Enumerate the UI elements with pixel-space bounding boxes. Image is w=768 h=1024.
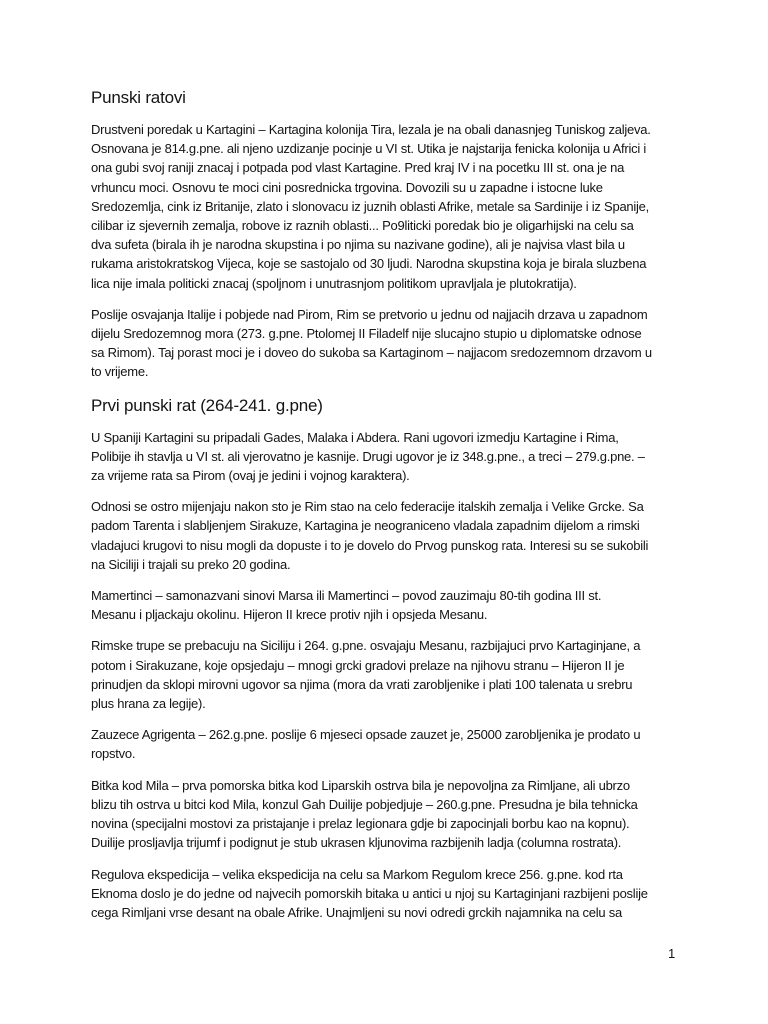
paragraph [91, 497, 711, 574]
paragraph-line: novina (specijalni mostovi za pristajanje i prelaz legionara gdje bi zapocinjali borbu kao na kopnu). [91, 816, 630, 832]
document-body [91, 120, 711, 922]
paragraph [91, 428, 711, 486]
document-page [91, 86, 711, 934]
paragraph-line: vrhuncu moci. Osnovu te moci cini posrednicka trgovina. Dovozili su u zapadne i istocne luke [91, 179, 603, 195]
paragraph-line: Regulova ekspedicija – velika ekspedicija na celu sa Markom Regulom krece 256. g.pne. kod rta [91, 866, 623, 882]
paragraph-line: Duilije prosljavlja trijumf i podignut je stub ukrasen kljunovima razbijenih ladja (columna rostrata). [91, 835, 622, 851]
paragraph-line: Sredozemlja, cink iz Britanije, zlato i slonovacu iz juznih oblasti Afrike, metale sa Sardinije i iz Spanije, [91, 198, 650, 214]
page-number: 1 [668, 946, 676, 961]
paragraph-line: potom i Sirakuzane, koje opsjedaju – mnogi grcki gradovi prelaze na njihovu stranu – Hijeron II je [91, 657, 625, 673]
paragraph-line: Mamertinci – samonazvani sinovi Marsa ili Mamertinci – povod zauzimaju 80-tih godina III st. [91, 588, 602, 604]
paragraph-line: sa Rimom). Taj porast moci je i doveo do sukoba sa Kartaginom – najjacom sredozemnom drzavom u [91, 345, 652, 361]
paragraph-line: plus hrana za legije). [91, 696, 206, 712]
paragraph [91, 120, 711, 293]
paragraph-line: to vrijeme. [91, 364, 149, 380]
paragraph-line: prinudjen da sklopi mirovni ugovor sa njima (mora da vrati zarobljenike i plati 100 talenata u srebru [91, 676, 633, 692]
paragraph [91, 725, 711, 763]
section-heading: Prvi punski rat (264-241. g.pne) [91, 395, 323, 415]
paragraph [91, 776, 711, 853]
paragraph-line: padom Tarenta i slabljenjem Sirakuze, Kartagina je neograniceno vladala zapadnim dijelom a rimski [91, 518, 640, 534]
paragraph [91, 636, 711, 713]
paragraph-line: Odnosi se ostro mijenjaju nakon sto je Rim stao na celo federacije italskih zemalja i Velike Grcke. Sa [91, 499, 644, 515]
paragraph [91, 586, 711, 624]
paragraph-line: Bitka kod Mila – prva pomorska bitka kod Liparskih ostrva bila je nepovoljna za Rimljane, ali ubrzo [91, 777, 630, 793]
paragraph [91, 305, 711, 382]
paragraph-line: ropstvo. [91, 746, 136, 762]
paragraph-line: Rimske trupe se prebacuju na Siciliju i 264. g.pne. osvajaju Mesanu, razbijajuci prvo Kartaginjane, a [91, 638, 641, 654]
paragraph-line: U Spaniji Kartagini su pripadali Gades, Malaka i Abdera. Rani ugovori izmedju Kartagine i Rima, [91, 429, 619, 445]
paragraph-line: Eknoma doslo je do jedne od najvecih pomorskih bitaka u antici u njoj su Kartaginjani razbijeni poslije [91, 885, 648, 901]
paragraph [91, 865, 711, 923]
document-title: Punski ratovi [91, 88, 186, 107]
paragraph-line: vladajuci krugovi to nisu mogli da dopuste i to je dovelo do Prvog punskog rata. Interesi su se sukobili [91, 537, 649, 553]
paragraph-line: Poslije osvajanja Italije i pobjede nad Pirom, Rim se pretvorio u jednu od najjacih drzava u zapadnom [91, 306, 648, 322]
paragraph-line: na Siciliji i trajali su preko 20 godina. [91, 556, 291, 572]
paragraph-line: ona gubi svoj raniji znacaj i potpada pod vlast Kartagine. Pred kraj IV i na pocetku III st. ona je na [91, 160, 625, 176]
paragraph-line: Zauzece Agrigenta – 262.g.pne. poslije 6 mjeseci opsade zauzet je, 25000 zarobljenika je prodato u [91, 727, 641, 743]
paragraph-line: cilibar iz sjevernih zemalja, robove iz raznih oblasti... Po9liticki poredak bio je oligarhijski na celu sa [91, 218, 634, 234]
paragraph-line: Osnovana je 814.g.pne. ali njeno uzdizanje pocinje u VI st. Utika je najstarija fenicka kolonija u Africi i [91, 141, 646, 157]
paragraph-line: Polibije ih stavlja u VI st. ali vjerovatno je kasnije. Drugi ugovor je iz 348.g.pne., a treci – 279.g.pne. – [91, 448, 645, 464]
paragraph-line: Drustveni poredak u Kartagini – Kartagina kolonija Tira, lezala je na obali danasnjeg Tuniskog zaljeva. [91, 122, 651, 137]
paragraph-line: lica nije imala politicki znacaj (spoljnom i unutrasnjom politikom upravljala je plutokratija). [91, 275, 577, 291]
paragraph-line: Mesanu i pljackaju okolinu. Hijeron II krece protiv njih i opsjeda Mesanu. [91, 607, 488, 623]
paragraph-line: dijelu Sredozemnog mora (273. g.pne. Ptolomej II Filadelf nije slucajno stupio u diplomatske odnose [91, 326, 642, 342]
paragraph-line: blizu tih ostrva u bitci kod Mila, konzul Gah Duilije pobjedjuje – 260.g.pne. Presudna je bila tehnicka [91, 796, 638, 812]
paragraph-line: za vrijeme rata sa Pirom (ovaj je jedini i vojnog karaktera). [91, 468, 410, 484]
paragraph-line: dva sufeta (birala ih je narodna skupstina i po njima su nazivane godine), ali je najvisa vlast bila u [91, 237, 625, 253]
paragraph-line: rukama aristokratskog Vijeca, koje se sastojalo od 30 ljudi. Narodna skupstina koja je birala sluzbena [91, 256, 647, 272]
paragraph-line: cega Rimljani vrse desant na obale Afrike. Unajmljeni su novi odredi grckih najamnika na celu sa [91, 904, 622, 920]
